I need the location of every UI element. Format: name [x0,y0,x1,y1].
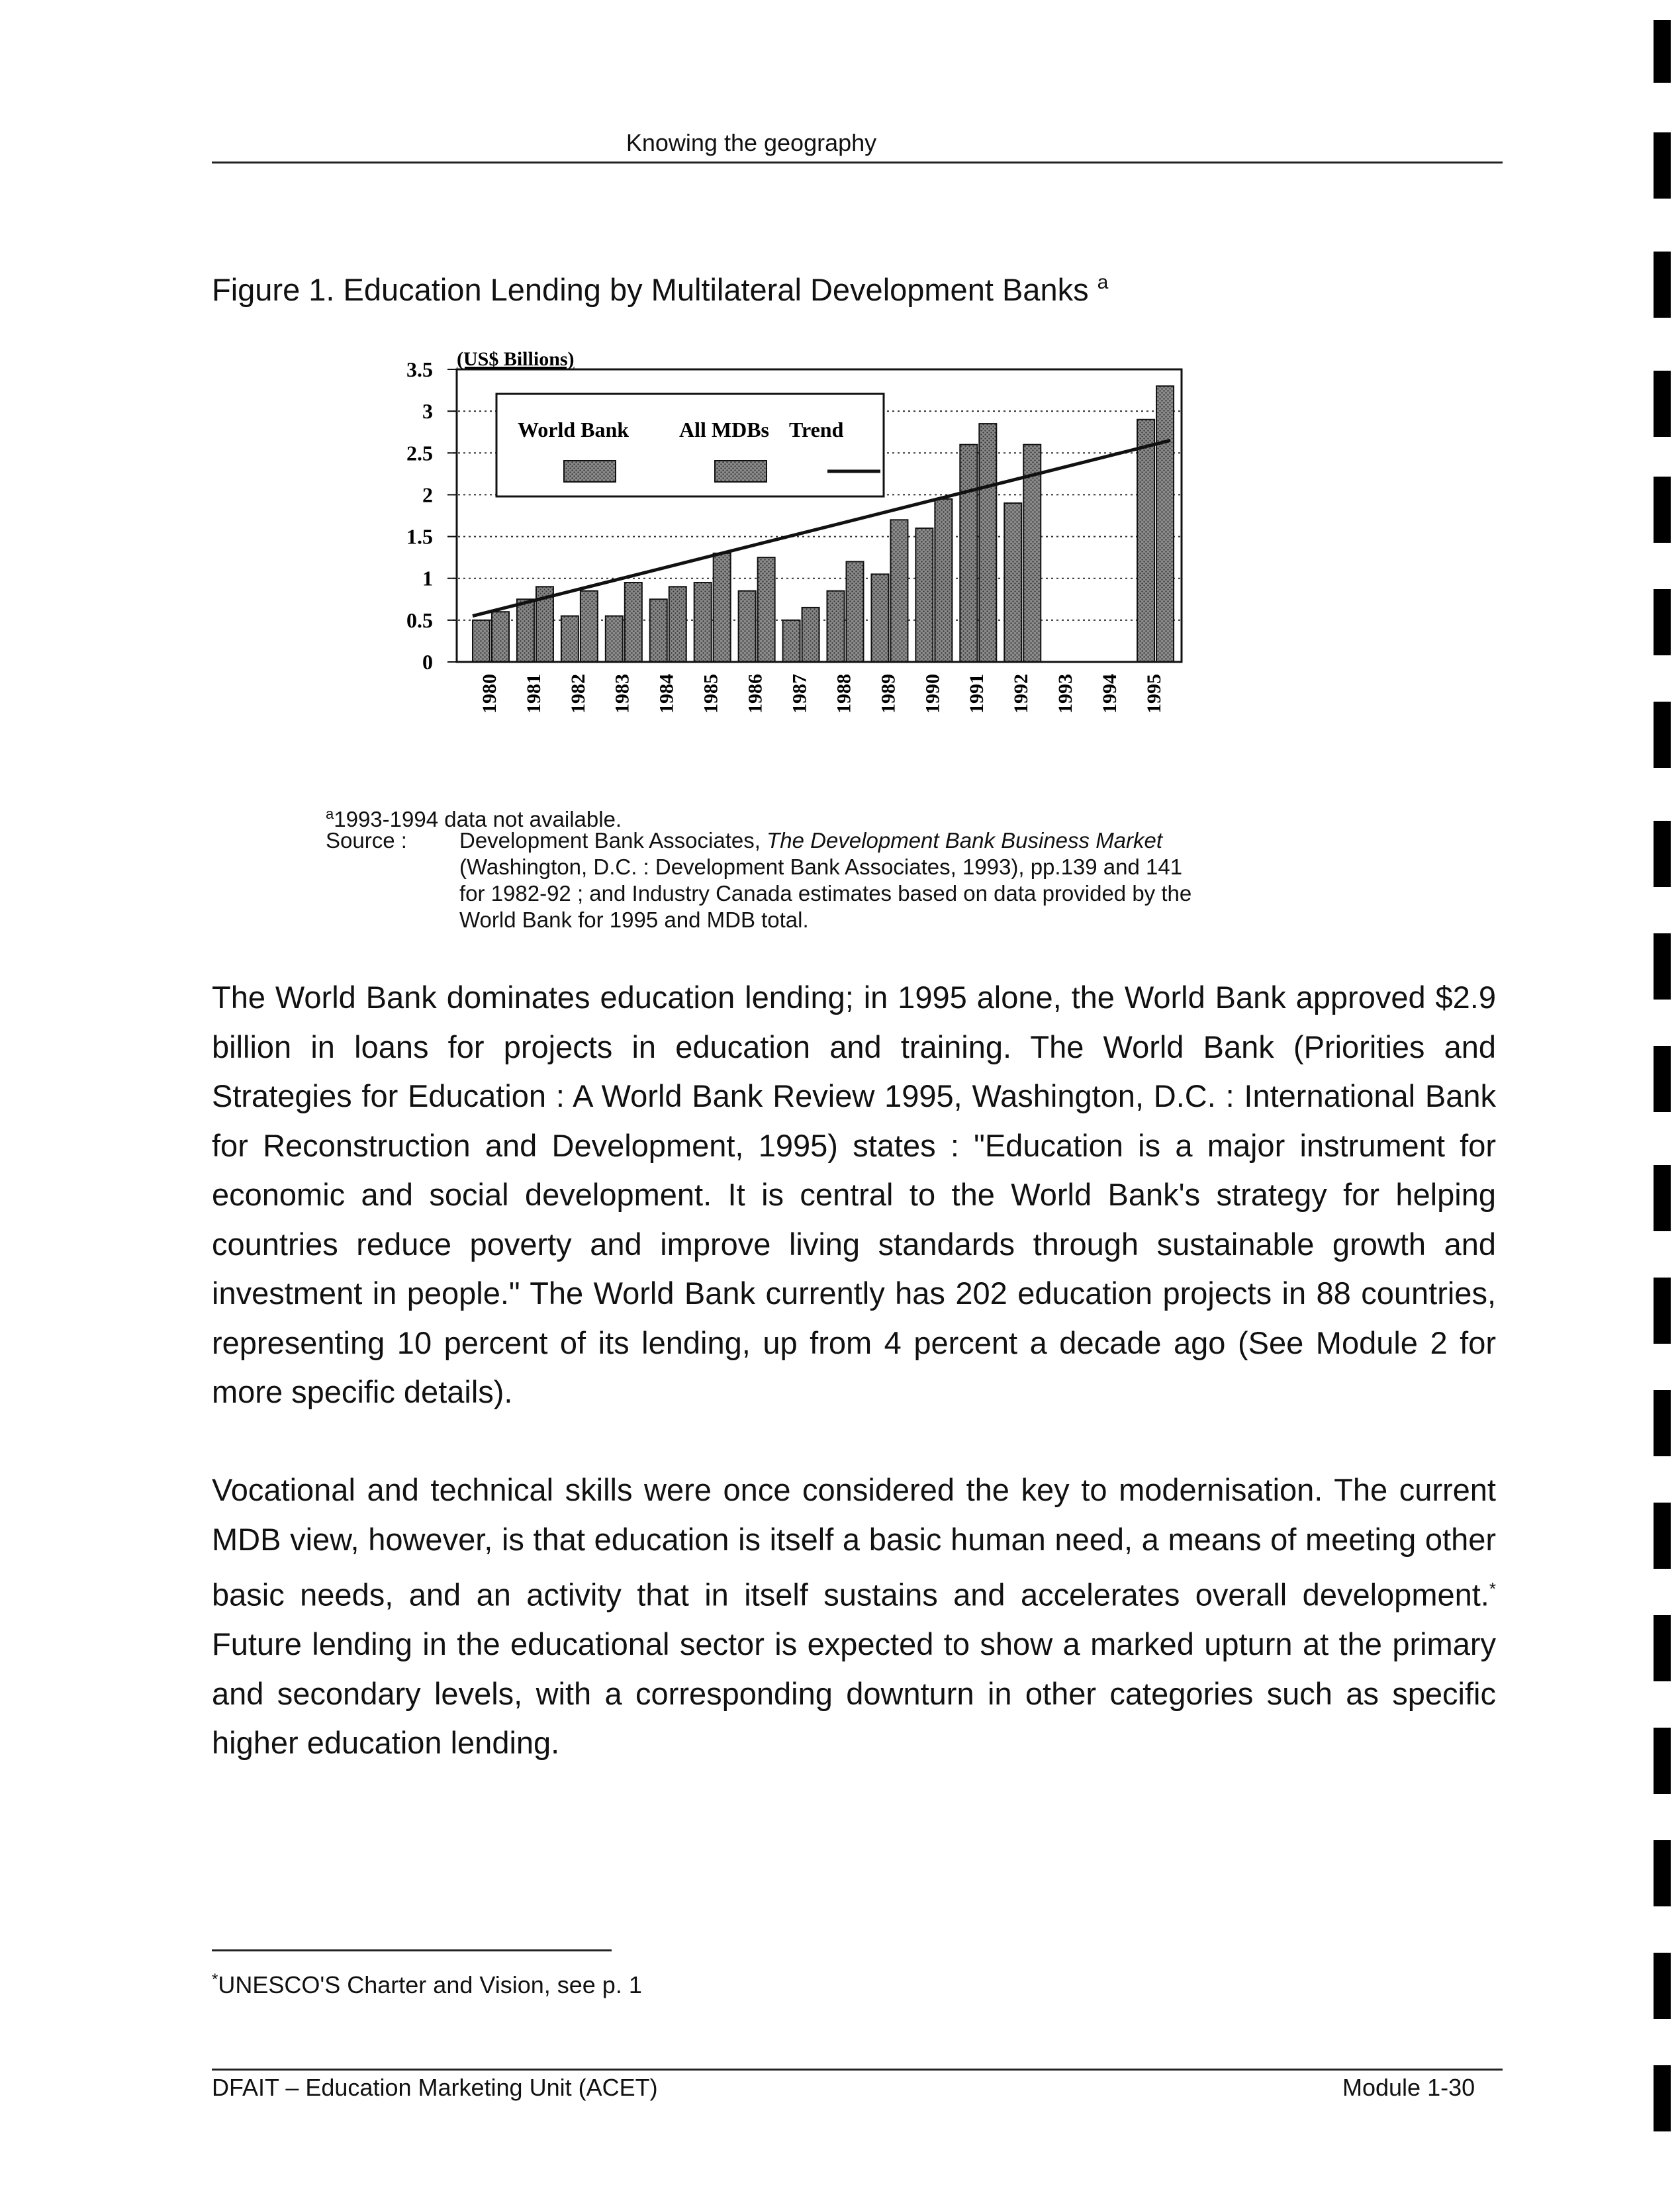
body-paragraph-1: The World Bank dominates education lending; in 1995 alone, the World Bank approved $2.9 billion in loans for projects in education and training. The World Bank (Priorities and Strategies for Education : A World Bank Review 1995, Washington, D.C. : International Bank for Reconstruction and Development, 1995) states : "Education is a major instrument for economic and social development. It is central to the World Bank's strategy for helping countries reduce poverty and improve living standards through sustainable growth and investment in people." The World Bank currently has 202 education projects in 88 countries, representing 10 percent of its lending, up from 4 percent a decade ago (See Module 2 for more specific details). [212,980,1496,1409]
binding-mark [1654,1503,1671,1569]
binding-mark [1654,1165,1671,1231]
x-tick-label: 1984 [655,674,678,714]
binding-mark [1654,1615,1671,1681]
x-tick-label: 1988 [833,674,855,714]
para2-text-b: Future lending in the educational sector is expected to show a marked upturn at the primary and secondary levels, with a corresponding downturn in other categories such as specific higher education lending. [212,1626,1496,1761]
binding-mark [1654,702,1671,768]
footnote-text: UNESCO'S Charter and Vision, see p. 1 [218,1971,642,1998]
chart-legend [496,394,884,496]
bar-all-mdbs-1985 [714,553,731,662]
legend-world-bank-swatch [564,461,616,482]
binding-mark [1654,589,1671,655]
source-line-2: (Washington, D.C. : Development Bank Associates, 1993), pp.139 and 141 [459,855,1183,879]
source-text [459,827,1346,933]
binding-mark [1654,1953,1671,2019]
legend-world-bank-label: World Bank [518,418,630,442]
x-tick-label: 1983 [611,674,633,714]
source-label: Source : [326,828,407,853]
y-tick-label: 0.5 [406,608,433,632]
x-tick-label: 1982 [567,674,589,714]
bar-world-bank-1988 [827,591,845,662]
binding-mark [1654,821,1671,887]
bar-world-bank-1991 [960,445,977,662]
bar-world-bank-1980 [473,620,490,662]
bar-all-mdbs-1980 [492,612,509,662]
x-tick-label: 1991 [966,674,988,714]
binding-mark [1654,1840,1671,1906]
footnote [212,1971,642,1999]
bar-world-bank-1983 [606,616,623,662]
legend-trend-label: Trend [789,418,844,442]
y-tick-label: 2 [422,483,433,507]
footer-rule [212,2069,1503,2071]
binding-mark [1654,252,1671,318]
para2-text-a: Vocational and technical skills were once considered the key to modernisation. The current MDB view, however, is that education is itself a basic human need, a means of meeting other basic needs, and an activity that in itself sustains and accelerates overall development. [212,1472,1496,1612]
bar-world-bank-1981 [517,599,534,662]
y-tick-label: 1 [422,566,433,590]
x-tick-label: 1981 [522,674,545,714]
bar-world-bank-1985 [694,583,712,662]
x-tick-label: 1989 [877,674,900,714]
para2-footnote-mark: * [1489,1579,1496,1599]
x-tick-label: 1985 [700,674,722,714]
bar-world-bank-1989 [871,574,888,662]
x-tick-label: 1993 [1054,674,1077,714]
legend-all-mdbs-label: All MDBs [679,418,769,442]
legend-all-mdbs-swatch [715,461,767,482]
x-tick-label: 1986 [744,674,767,714]
x-tick-label: 1987 [788,674,811,714]
x-tick-label: 1992 [1010,674,1033,714]
footer-left: DFAIT – Education Marketing Unit (ACET) [212,2074,658,2101]
x-tick-label: 1990 [921,674,944,714]
chart-x-labels [479,674,1165,714]
bar-all-mdbs-1987 [802,608,819,662]
bar-world-bank-1992 [1004,503,1021,662]
source-line-4: World Bank for 1995 and MDB total. [459,908,809,932]
binding-mark [1654,1278,1671,1344]
binding-mark [1654,1390,1671,1456]
bar-world-bank-1995 [1137,420,1154,662]
bar-world-bank-1990 [915,528,933,662]
note-sup: a [326,806,334,822]
header-rule [212,162,1503,163]
note-availability-text: 1993-1994 data not available. [334,807,622,831]
footer-right: Module 1-30 [1342,2074,1475,2101]
y-tick-label: 2.5 [406,441,433,465]
binding-mark [1654,1046,1671,1112]
bar-world-bank-1986 [739,591,756,662]
binding-mark [1654,132,1671,199]
binding-mark [1654,1728,1671,1794]
x-tick-label: 1994 [1099,674,1121,714]
figure-title [212,271,1108,308]
bar-all-mdbs-1983 [625,583,642,662]
binding-mark [1654,933,1671,1000]
footnote-rule [212,1949,612,1951]
binding-mark [1654,477,1671,543]
bar-all-mdbs-1984 [669,586,686,662]
bar-all-mdbs-1995 [1156,386,1174,662]
body-paragraph-2 [212,1466,1496,1768]
bar-all-mdbs-1990 [935,499,952,662]
bar-world-bank-1982 [561,616,579,662]
bar-all-mdbs-1991 [979,424,996,662]
x-tick-label: 1995 [1143,674,1165,714]
bar-world-bank-1984 [650,599,667,662]
legend-box [496,394,884,496]
binding-mark [1654,20,1671,83]
unit-label: (US$ Billions) [457,348,575,370]
bar-all-mdbs-1989 [890,520,908,662]
page-header: Knowing the geography [626,129,877,156]
lending-bar-chart [371,344,1297,774]
y-tick-label: 1.5 [406,524,433,549]
chart-y-axis [406,357,457,674]
y-tick-label: 3 [422,399,433,424]
y-tick-label: 0 [422,650,433,674]
figure-title-sup: a [1097,271,1109,293]
bar-all-mdbs-1982 [581,591,598,662]
binding-mark [1654,2065,1671,2131]
source-line-3: for 1982-92 ; and Industry Canada estimates based on data provided by the [459,881,1192,906]
footnote-mark: * [212,1971,218,1988]
y-tick-label: 3.5 [406,357,433,381]
source-title: The Development Bank Business Market [767,828,1163,853]
figure-title-text: Figure 1. Education Lending by Multilateral Development Banks [212,272,1089,307]
source-before: Development Bank Associates, [459,828,767,853]
bar-all-mdbs-1988 [847,561,864,662]
x-tick-label: 1980 [478,674,500,714]
bar-all-mdbs-1986 [758,557,775,662]
binding-mark [1654,371,1671,437]
bar-world-bank-1987 [783,620,800,662]
